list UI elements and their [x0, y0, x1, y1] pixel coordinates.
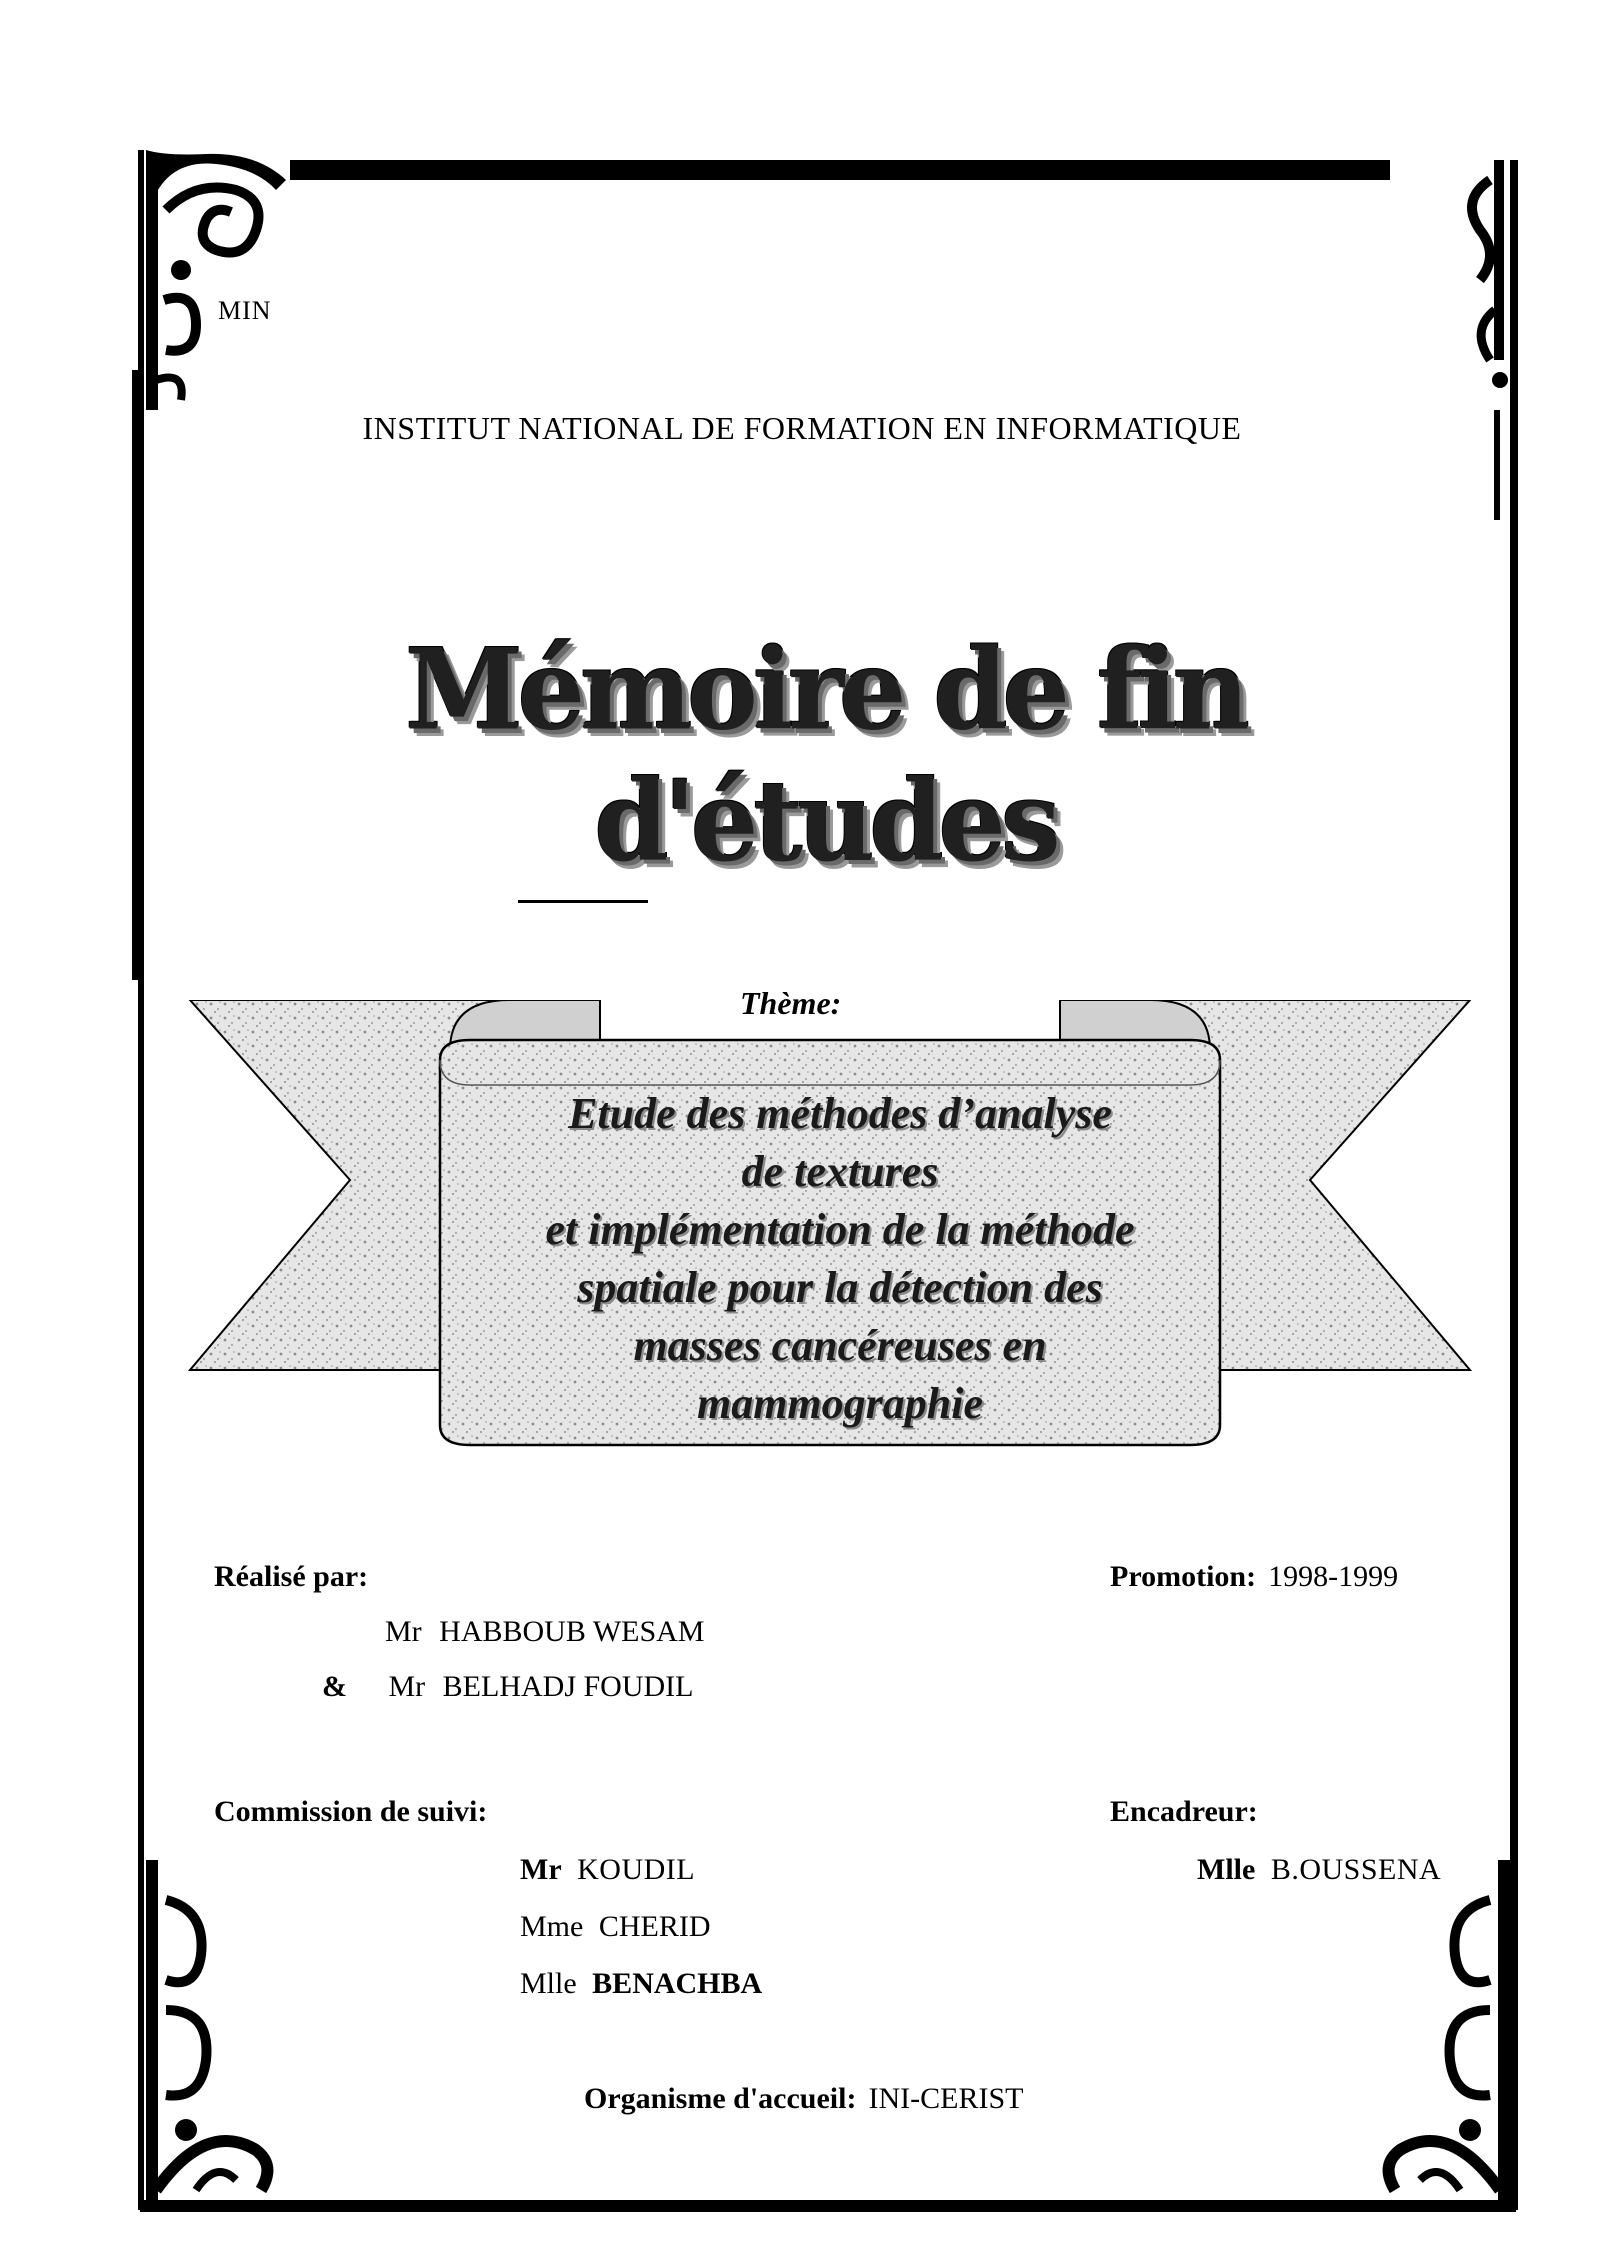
ornament-bottom-right-icon — [1370, 1860, 1520, 2200]
encadreur-label: Encadreur: — [1110, 1795, 1258, 1828]
theme-line: mammographie — [696, 1379, 984, 1428]
title-underline — [518, 900, 648, 903]
theme-line: de textures — [741, 1147, 939, 1196]
promotion-value: 1998-1999 — [1268, 1560, 1399, 1593]
promotion-label: Promotion: — [1110, 1560, 1257, 1593]
author-name: HABBOUB WESAM — [439, 1615, 705, 1648]
organisme — [584, 2082, 1023, 2116]
frame-bottom-border — [140, 2200, 1516, 2212]
member-name: KOUDIL — [577, 1853, 696, 1886]
frame-top-border — [290, 160, 1390, 180]
theme-line: Etude des méthodes d’analyse — [568, 1089, 1112, 1138]
member-title: Mr — [520, 1853, 562, 1886]
member-title: Mlle — [520, 1967, 577, 2000]
document-title: Mémoire de fin d'études — [405, 623, 1245, 887]
frame-left-border-accent — [132, 370, 140, 980]
theme-line: et implémentation de la méthode — [545, 1205, 1135, 1254]
realise-label: Réalisé par: — [214, 1560, 369, 1593]
author-title: Mr — [388, 1670, 426, 1703]
author-2 — [322, 1670, 694, 1704]
commission-member — [520, 1910, 711, 1944]
theme-line: spatiale pour la détection des — [577, 1263, 1103, 1312]
ornament-top-right-icon — [1440, 160, 1520, 390]
member-name: CHERID — [598, 1910, 711, 1943]
organisme-label: Organisme d'accueil: — [584, 2082, 857, 2115]
encadreur-name: B.OUSSENA — [1270, 1853, 1442, 1886]
commission-member — [520, 1967, 762, 2001]
theme-label: Thème: — [740, 985, 842, 1021]
author-name: BELHADJ FOUDIL — [442, 1670, 694, 1703]
organisme-value: INI-CERIST — [868, 2082, 1024, 2115]
commission-member — [520, 1853, 695, 1887]
encadreur — [1197, 1853, 1441, 1887]
theme-text — [440, 1085, 1240, 1433]
ornament-top-left-icon — [136, 150, 286, 410]
author-title: Mr — [385, 1615, 422, 1648]
author-1 — [385, 1615, 704, 1649]
theme-line: masses cancéreuses en — [633, 1321, 1047, 1370]
promotion — [1110, 1560, 1398, 1594]
ornament-bottom-left-icon — [136, 1860, 286, 2200]
commission-label: Commission de suivi: — [214, 1795, 488, 1828]
stamp-text: MIN — [218, 296, 272, 325]
encadreur-title: Mlle — [1197, 1853, 1256, 1886]
institute-name: INSTITUT NATIONAL DE FORMATION EN INFORMATIQUE — [362, 410, 1242, 446]
ampersand: & — [322, 1670, 347, 1703]
member-title: Mme — [520, 1910, 584, 1943]
member-name: BENACHBA — [592, 1967, 763, 2000]
